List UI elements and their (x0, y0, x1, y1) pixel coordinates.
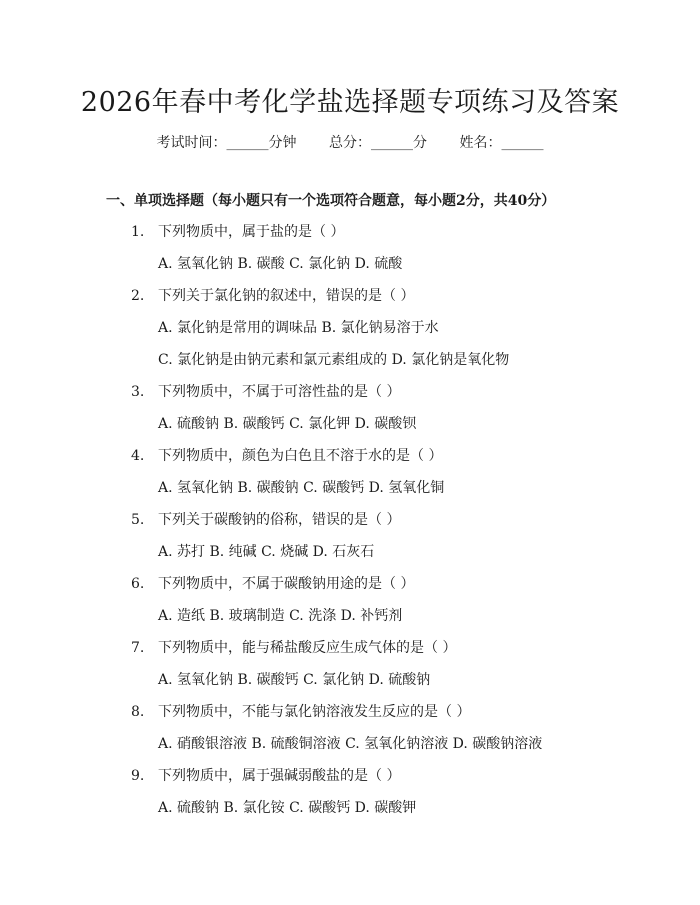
question-options-row (0, 478, 700, 510)
question-item (0, 446, 700, 478)
document-title: 2026年春中考化学盐选择题专项练习及答案 (80, 87, 620, 118)
question-options: A. 氢氧化钠 B. 碳酸钙 C. 氯化钠 D. 硫酸钠 (158, 672, 431, 688)
question-options-row (0, 254, 700, 286)
question-options-row (0, 414, 700, 446)
section-heading: 一、单项选择题（每小题只有一个选项符合题意，每小题2分，共40分） (106, 193, 556, 209)
question-options-row (0, 734, 700, 766)
question-stem: 下列关于氯化钠的叙述中，错误的是（ ） (158, 288, 415, 304)
question-number: 3. (131, 384, 145, 400)
question-number: 8. (131, 704, 145, 720)
question-number: 2. (131, 288, 145, 304)
question-item (0, 766, 700, 798)
question-item (0, 574, 700, 606)
question-item (0, 222, 700, 254)
question-options-row (0, 542, 700, 574)
question-number: 5. (131, 512, 145, 528)
question-options: A. 氢氧化钠 B. 碳酸钠 C. 碳酸钙 D. 氢氧化铜 (158, 480, 445, 496)
exam-time-field: 考试时间：______分钟 (156, 135, 297, 151)
question-options: A. 氯化钠是常用的调味品 B. 氯化钠易溶于水 (158, 320, 439, 336)
question-item (0, 510, 700, 542)
question-options: A. 硝酸银溶液 B. 硫酸铜溶液 C. 氢氧化钠溶液 D. 碳酸钠溶液 (158, 736, 543, 752)
question-number: 1. (131, 224, 145, 240)
question-number: 7. (131, 640, 145, 656)
question-options: A. 造纸 B. 玻璃制造 C. 洗涤 D. 补钙剂 (158, 608, 403, 624)
question-options-row (0, 318, 700, 350)
question-number: 9. (131, 768, 145, 784)
question-item (0, 382, 700, 414)
question-options: C. 氯化钠是由钠元素和氯元素组成的 D. 氯化钠是氧化物 (158, 352, 510, 368)
total-score-field: 总分：______分 (329, 135, 427, 151)
question-options: A. 硫酸钠 B. 氯化铵 C. 碳酸钙 D. 碳酸钾 (158, 800, 417, 816)
question-stem: 下列物质中，能与稀盐酸反应生成气体的是（ ） (158, 640, 457, 656)
exam-info-line (0, 132, 700, 152)
question-options: A. 硫酸钠 B. 碳酸钙 C. 氯化钾 D. 碳酸钡 (158, 416, 417, 432)
question-item (0, 702, 700, 734)
question-options-row (0, 670, 700, 702)
question-number: 4. (131, 448, 145, 464)
question-item (0, 638, 700, 670)
question-stem: 下列物质中，属于盐的是（ ） (158, 224, 345, 240)
question-number: 6. (131, 576, 145, 592)
question-list (0, 222, 700, 830)
question-options-row (0, 606, 700, 638)
question-options: A. 苏打 B. 纯碱 C. 烧碱 D. 石灰石 (158, 544, 375, 560)
question-options: A. 氢氧化钠 B. 碳酸 C. 氯化钠 D. 硫酸 (158, 256, 403, 272)
question-stem: 下列物质中，不属于可溶性盐的是（ ） (158, 384, 401, 400)
question-options-row (0, 350, 700, 382)
question-stem: 下列物质中，属于强碱弱酸盐的是（ ） (158, 768, 401, 784)
question-stem: 下列物质中，颜色为白色且不溶于水的是（ ） (158, 448, 443, 464)
question-stem: 下列物质中，不能与氯化钠溶液发生反应的是（ ） (158, 704, 471, 720)
question-item (0, 286, 700, 318)
student-name-field: 姓名：______ (459, 135, 544, 151)
question-stem: 下列关于碳酸钠的俗称，错误的是（ ） (158, 512, 401, 528)
question-options-row (0, 798, 700, 830)
question-stem: 下列物质中，不属于碳酸钠用途的是（ ） (158, 576, 415, 592)
